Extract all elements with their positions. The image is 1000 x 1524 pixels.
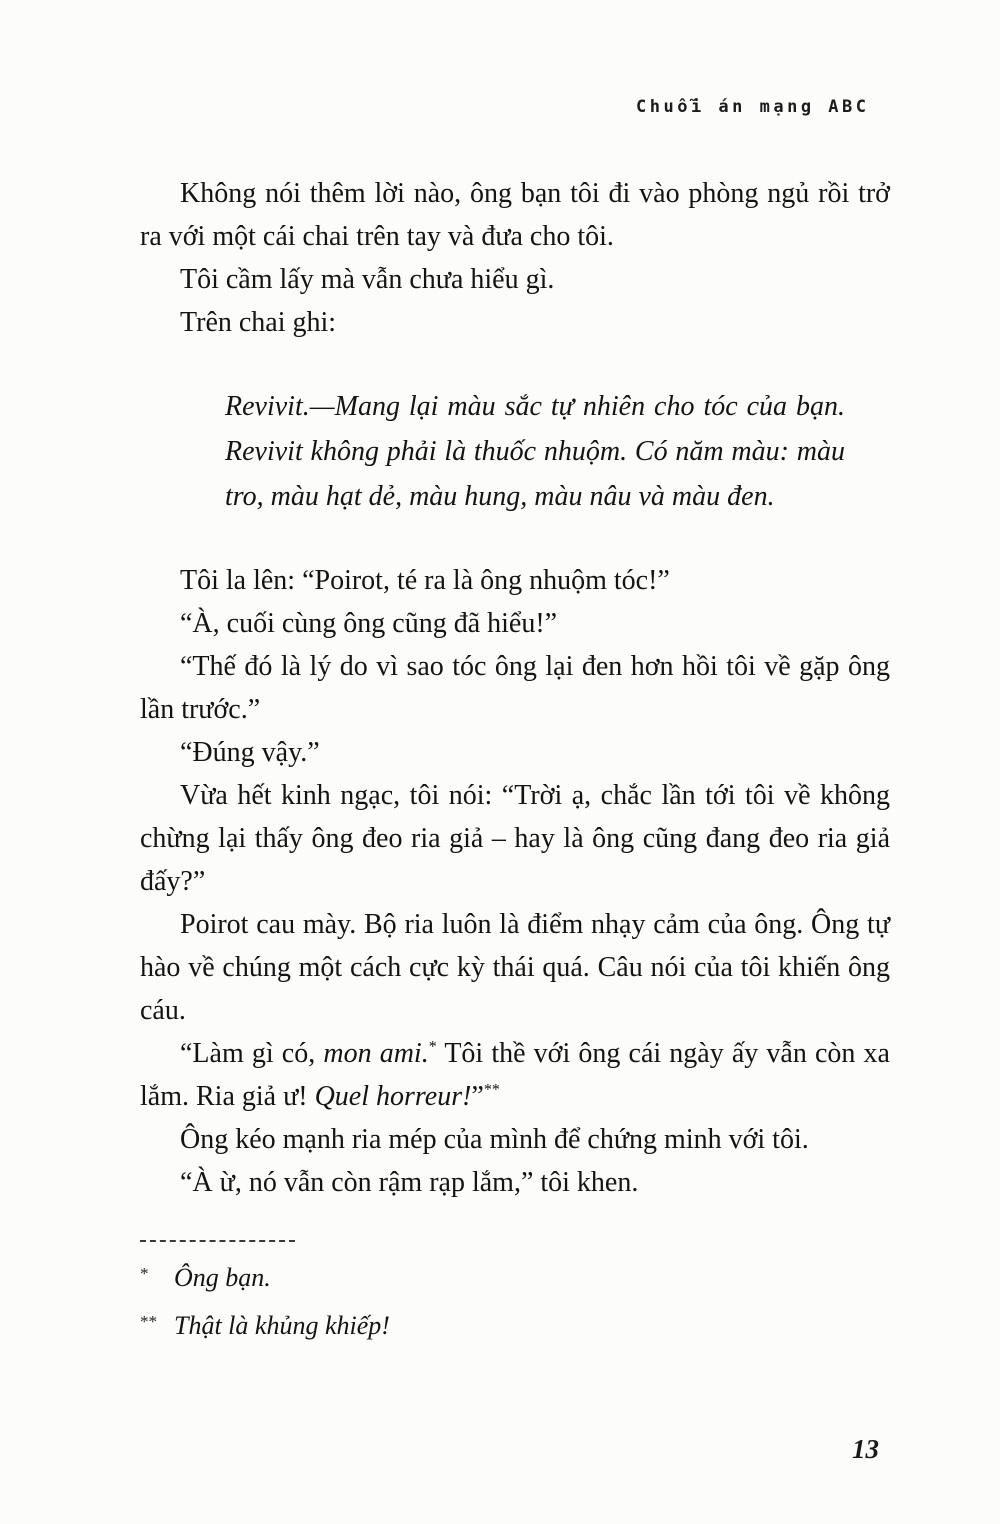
footnote-reference-1: * [428, 1038, 437, 1056]
paragraph-1: Không nói thêm lời nào, ông bạn tôi đi vào phòng ngủ rồi trở ra với một cái chai trên tay và đưa cho tôi. [140, 178, 890, 252]
page-number: 13 [852, 1434, 879, 1464]
footnote-1-marker: * [140, 1264, 149, 1283]
paragraph-6: “Thế đó là lý do vì sao tóc ông lại đen hơn hồi tôi về gặp ông lần trước.” [140, 651, 890, 725]
footnote-separator [140, 1240, 295, 1242]
paragraph-2: Tôi cầm lấy mà vẫn chưa hiểu gì. [180, 264, 555, 295]
footnote-reference-2: ** [483, 1081, 500, 1099]
footnote-2 [140, 1302, 890, 1350]
paragraph-10 [140, 1032, 890, 1118]
paragraph-3: Trên chai ghi: [180, 307, 337, 338]
paragraph-12: “À ừ, nó vẫn còn rậm rạp lắm,” tôi khen. [180, 1167, 639, 1198]
paragraph-10-italic-quel-horreur: Quel horreur! [314, 1081, 472, 1112]
paragraph-11: Ông kéo mạnh ria mép của mình để chứng minh với tôi. [180, 1124, 809, 1155]
label-quote-block: Revivit.—Mang lại màu sắc tự nhiên cho tóc của bạn. Revivit không phải là thuốc nhuộm. Có năm màu: màu tro, màu hạt dẻ, màu hung, màu nâu và màu đen. [225, 391, 845, 512]
paragraph-10-closing-quote: ” [471, 1081, 484, 1112]
running-header: Chuỗi án mạng ABC [636, 97, 870, 117]
paragraph-4: Tôi la lên: “Poirot, té ra là ông nhuộm tóc!” [180, 565, 670, 596]
footnote-2-marker: ** [140, 1312, 157, 1331]
paragraph-10-italic-mon-ami: mon ami. [323, 1038, 429, 1069]
paragraph-10-text: “Làm gì có, [180, 1038, 324, 1069]
footnote-1 [140, 1254, 890, 1302]
text-block [140, 172, 890, 1350]
paragraph-7: “Đúng vậy.” [180, 737, 320, 768]
footnote-2-text: Thật là khủng khiếp! [174, 1311, 390, 1340]
footnote-1-text: Ông bạn. [174, 1263, 271, 1292]
paragraph-9: Poirot cau mày. Bộ ria luôn là điểm nhạy cảm của ông. Ông tự hào về chúng một cách cực kỳ thái quá. Câu nói của tôi khiến ông cáu. [140, 909, 890, 1026]
paragraph-10-text-continued: Tôi thề với ông cái ngày ấy vẫn còn xa lắm. Ria giả ư! [140, 1038, 890, 1112]
paragraph-8: Vừa hết kinh ngạc, tôi nói: “Trời ạ, chắc lần tới tôi về không chừng lại thấy ông đeo ria giả – hay là ông cũng đang đeo ria giả đấy?” [140, 780, 890, 897]
paragraph-5: “À, cuối cùng ông cũng đã hiểu!” [180, 608, 558, 639]
